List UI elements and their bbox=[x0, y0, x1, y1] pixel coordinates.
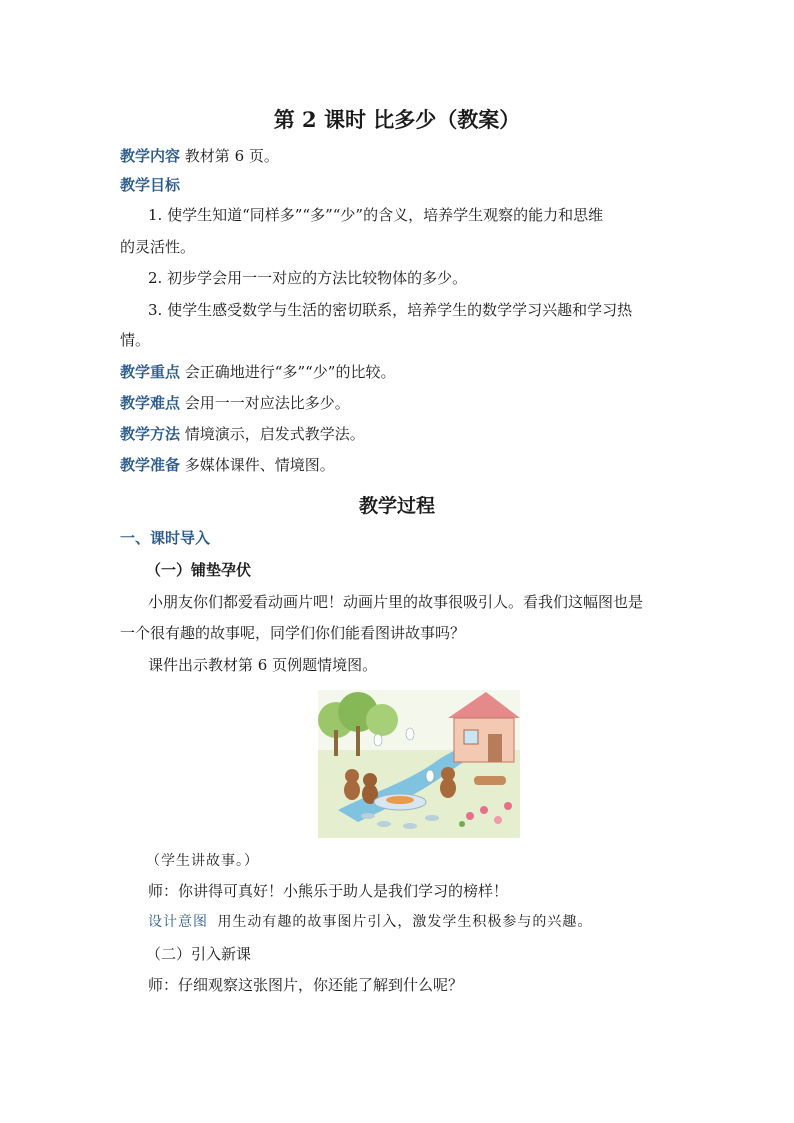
para-1-line-2: 一个很有趣的故事呢，同学们你们能看图讲故事吗？ bbox=[120, 624, 466, 642]
design-intent-label: 设计意图 bbox=[148, 914, 208, 930]
teacher-line-2: 师：仔细观察这张图片，你还能了解到什么呢？ bbox=[148, 976, 464, 994]
key-point-text: 会正确地进行“多”“少”的比较。 bbox=[184, 363, 396, 381]
prep-row bbox=[120, 454, 335, 476]
method-row bbox=[120, 423, 365, 445]
difficulty-text: 会用一一对应法比多少。 bbox=[184, 394, 350, 412]
scene-illustration bbox=[318, 690, 520, 838]
content-text: 教材第 6 页。 bbox=[184, 147, 279, 165]
key-point-label: 教学重点 bbox=[120, 363, 181, 381]
difficulty-row bbox=[120, 392, 350, 414]
subsection-1-heading: （一）铺垫孕伏 bbox=[146, 561, 252, 579]
design-intent-text: 用生动有趣的故事图片引入，激发学生积极参与的兴趣。 bbox=[217, 914, 593, 930]
section-1-heading: 一、课时导入 bbox=[120, 529, 211, 547]
method-text: 情境演示，启发式教学法。 bbox=[184, 425, 365, 443]
page-title: 第 2 课时 比多少（教案） bbox=[273, 107, 521, 132]
process-title: 教学过程 bbox=[358, 495, 435, 517]
para-2: 课件出示教材第 6 页例题情境图。 bbox=[148, 656, 378, 674]
goal-1-line-2: 的灵活性。 bbox=[120, 238, 196, 256]
design-intent-row bbox=[148, 911, 592, 933]
para-1-line-1: 小朋友你们都爱看动画片吧！动画片里的故事很吸引人。看我们这幅图也是 bbox=[148, 593, 644, 611]
goal-3-line-2: 情。 bbox=[120, 331, 151, 349]
method-label: 教学方法 bbox=[120, 425, 181, 443]
subsection-2-heading: （二）引入新课 bbox=[146, 945, 252, 963]
teacher-line-1: 师：你讲得可真好！小熊乐于助人是我们学习的榜样！ bbox=[148, 882, 509, 900]
content-row bbox=[120, 145, 279, 167]
goal-1-line-1: 1. 使学生知道“同样多”“多”“少”的含义，培养学生观察的能力和思维 bbox=[148, 206, 604, 224]
difficulty-label: 教学难点 bbox=[120, 394, 181, 412]
goal-2: 2. 初步学会用一一对应的方法比较物体的多少。 bbox=[148, 269, 468, 287]
student-note: （学生讲故事。） bbox=[146, 853, 259, 869]
prep-label: 教学准备 bbox=[120, 456, 181, 474]
content-label: 教学内容 bbox=[120, 147, 181, 165]
key-point-row bbox=[120, 361, 395, 383]
goal-3-line-1: 3. 使学生感受数学与生活的密切联系，培养学生的数学学习兴趣和学习热 bbox=[148, 301, 633, 319]
goals-label: 教学目标 bbox=[120, 176, 181, 194]
prep-text: 多媒体课件、情境图。 bbox=[184, 456, 335, 474]
